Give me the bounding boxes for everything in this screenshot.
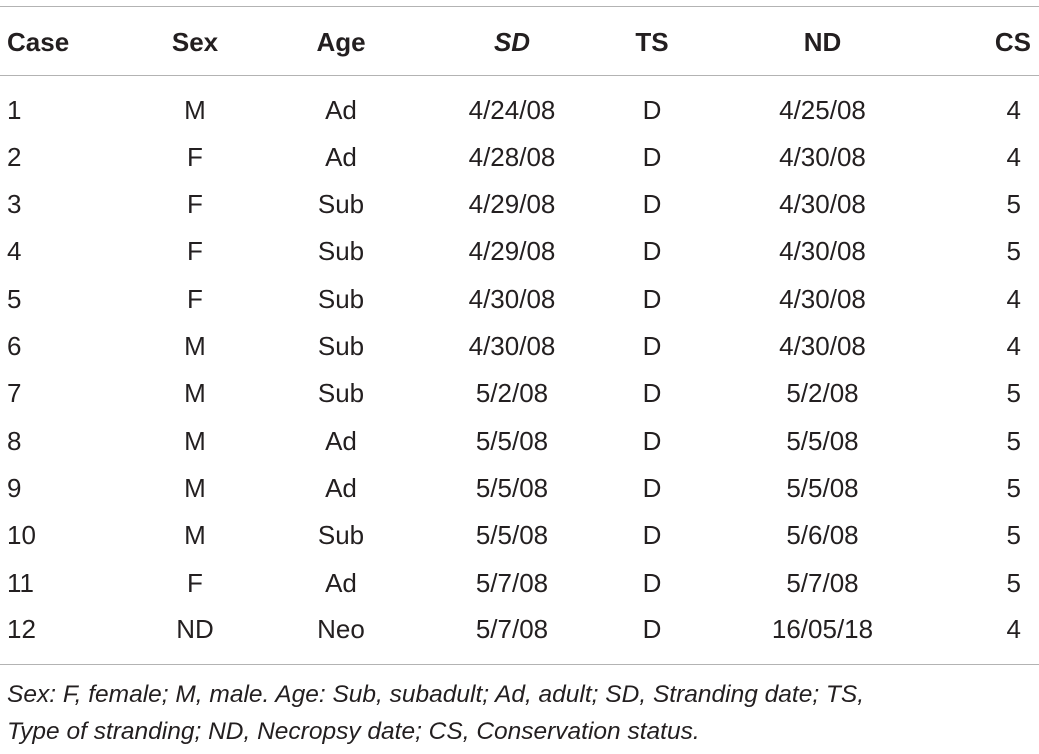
table-row: [0, 464, 1039, 511]
cell-necropsy-date: 5/5/08: [786, 425, 859, 456]
cell-age: Ad: [325, 425, 357, 456]
cell-conservation-status: 5: [1006, 188, 1021, 219]
cell-type-of-stranding: D: [642, 378, 662, 409]
cell-sex: ND: [176, 613, 214, 644]
cell-sex: M: [184, 425, 206, 456]
cell-necropsy-date: 16/05/18: [771, 613, 874, 644]
cell-sex: F: [187, 141, 203, 172]
cell-type-of-stranding: D: [642, 520, 662, 551]
table-row: [0, 606, 1039, 653]
stranding-cases-table: [0, 6, 1039, 654]
cell-necropsy-date: 5/7/08: [786, 567, 859, 598]
cell-case: 11: [7, 567, 34, 598]
cell-conservation-status: 5: [1006, 425, 1021, 456]
table-row: [0, 559, 1039, 606]
cell-conservation-status: 4: [1006, 283, 1021, 314]
table-footnote: [7, 676, 1033, 750]
cell-type-of-stranding: D: [642, 141, 662, 172]
cell-conservation-status: 5: [1006, 567, 1021, 598]
table-bottom-rule: [0, 664, 1039, 665]
cell-necropsy-date: 5/2/08: [786, 378, 859, 409]
cell-case: 10: [7, 520, 36, 551]
header-necropsy-date: ND: [803, 27, 842, 57]
cell-sex: M: [184, 330, 206, 361]
cell-age: Neo: [317, 613, 365, 644]
cell-age: Sub: [317, 378, 365, 409]
cell-necropsy-date: 5/5/08: [786, 472, 859, 503]
cell-stranding-date: 4/24/08: [468, 94, 556, 125]
cell-stranding-date: 4/29/08: [468, 188, 556, 219]
cell-type-of-stranding: D: [642, 472, 662, 503]
cell-type-of-stranding: D: [642, 94, 662, 125]
cell-type-of-stranding: D: [642, 567, 662, 598]
cell-case: 6: [7, 330, 22, 361]
cell-stranding-date: 5/5/08: [475, 425, 549, 456]
cell-type-of-stranding: D: [642, 425, 662, 456]
cell-necropsy-date: 4/30/08: [779, 188, 866, 219]
cell-stranding-date: 5/7/08: [475, 567, 549, 598]
cell-case: 3: [7, 188, 22, 219]
cell-necropsy-date: 4/30/08: [779, 236, 866, 267]
cell-case: 12: [7, 613, 36, 644]
cell-conservation-status: 5: [1006, 236, 1021, 267]
cell-stranding-date: 4/30/08: [468, 330, 556, 361]
cell-case: 4: [7, 236, 22, 267]
cell-age: Sub: [317, 330, 365, 361]
header-stranding-date: SD: [493, 27, 531, 57]
table-header-row: [0, 6, 1039, 76]
table-row: [0, 180, 1039, 227]
table-row: [0, 370, 1039, 417]
table-row: [0, 76, 1039, 133]
cell-age: Sub: [317, 188, 365, 219]
cell-type-of-stranding: D: [642, 330, 662, 361]
cell-conservation-status: 5: [1006, 472, 1021, 503]
cell-stranding-date: 5/7/08: [475, 613, 549, 644]
cell-sex: M: [184, 520, 206, 551]
cell-type-of-stranding: D: [642, 236, 662, 267]
cell-age: Sub: [317, 236, 365, 267]
cell-sex: M: [184, 378, 206, 409]
header-case: Case: [7, 27, 70, 57]
cell-case: 5: [7, 283, 22, 314]
cell-necropsy-date: 5/6/08: [786, 520, 859, 551]
cell-type-of-stranding: D: [642, 188, 662, 219]
cell-stranding-date: 5/5/08: [475, 520, 549, 551]
table-body: [0, 76, 1039, 654]
cell-case: 7: [7, 378, 22, 409]
cell-stranding-date: 4/28/08: [468, 141, 556, 172]
header-type-of-stranding: TS: [635, 27, 669, 57]
cell-sex: M: [184, 94, 206, 125]
cell-age: Ad: [325, 567, 357, 598]
table-row: [0, 275, 1039, 322]
cell-age: Ad: [325, 472, 357, 503]
cell-case: 2: [7, 141, 22, 172]
cell-necropsy-date: 4/25/08: [779, 94, 866, 125]
cell-age: Ad: [325, 141, 357, 172]
cell-stranding-date: 5/2/08: [475, 378, 549, 409]
cell-stranding-date: 4/30/08: [468, 283, 556, 314]
cell-sex: F: [187, 188, 203, 219]
cell-necropsy-date: 4/30/08: [779, 330, 866, 361]
cell-sex: F: [187, 567, 203, 598]
cell-case: 8: [7, 425, 22, 456]
cell-conservation-status: 4: [1006, 330, 1021, 361]
cell-sex: F: [187, 236, 203, 267]
cell-conservation-status: 5: [1006, 378, 1021, 409]
header-age: Age: [316, 27, 366, 57]
table-row: [0, 512, 1039, 559]
cell-case: 9: [7, 472, 22, 503]
cell-conservation-status: 4: [1006, 141, 1021, 172]
table-row: [0, 133, 1039, 180]
cell-age: Sub: [317, 520, 365, 551]
table-row: [0, 228, 1039, 275]
cell-stranding-date: 5/5/08: [475, 472, 549, 503]
cell-conservation-status: 4: [1006, 613, 1021, 644]
cell-type-of-stranding: D: [642, 613, 662, 644]
cell-age: Sub: [317, 283, 365, 314]
cell-case: 1: [7, 94, 22, 125]
footnote-line-2: Type of stranding; ND, Necropsy date; CS, Conservation status.: [7, 718, 700, 745]
cell-age: Ad: [325, 94, 357, 125]
cell-necropsy-date: 4/30/08: [779, 141, 866, 172]
cell-stranding-date: 4/29/08: [468, 236, 556, 267]
cell-type-of-stranding: D: [642, 283, 662, 314]
cell-sex: F: [187, 283, 203, 314]
cell-sex: M: [184, 472, 206, 503]
cell-conservation-status: 4: [1006, 94, 1021, 125]
table-row: [0, 417, 1039, 464]
header-conservation-status: CS: [994, 27, 1031, 57]
table-row: [0, 322, 1039, 369]
cell-necropsy-date: 4/30/08: [779, 283, 866, 314]
cell-conservation-status: 5: [1006, 520, 1021, 551]
header-sex: Sex: [171, 27, 219, 57]
footnote-line-1: Sex: F, female; M, male. Age: Sub, subadult; Ad, adult; SD, Stranding date; TS,: [7, 681, 865, 708]
